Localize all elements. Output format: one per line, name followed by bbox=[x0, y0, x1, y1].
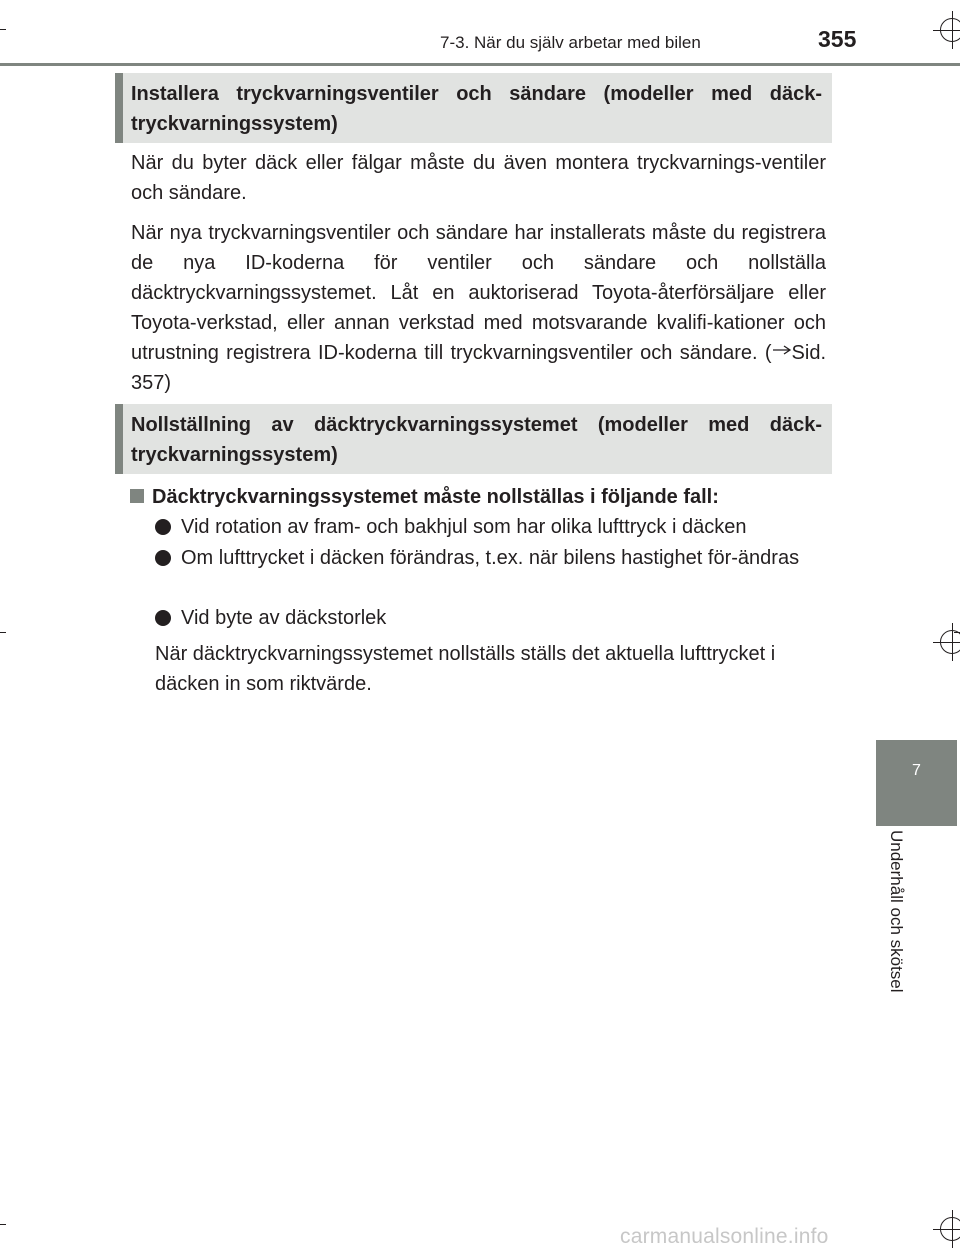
crop-mark bbox=[0, 632, 6, 633]
body-paragraph: När du byter däck eller fälgar måste du även montera tryckvarnings-ventiler och sändare. bbox=[131, 152, 826, 204]
bullet-dot-icon bbox=[155, 550, 171, 566]
watermark: carmanualsonline.info bbox=[620, 1225, 829, 1248]
paragraph-text: När nya tryckvarningsventiler och sändare har installerats måste du registrera de nya ID-koderna för ventiler och sändare och nollställa däcktryckvarningssystemet. Låt en auktoriserad Toyota-återförsäljare eller Toyota-verkstad, eller annan verkstad med motsvarande kvalifi-kationer och utrustning registrera ID-koderna till tryckvarningsventiler och sändare. ( bbox=[131, 222, 826, 364]
chapter-tab[interactable] bbox=[876, 740, 957, 826]
bullet-dot-icon bbox=[155, 610, 171, 626]
note-paragraph: När däcktryckvarningssystemet nollställs ställs det aktuella lufttrycket i däcken in som riktvärde. bbox=[155, 643, 776, 695]
crop-mark bbox=[0, 29, 6, 30]
list-item: Om lufttrycket i däcken förändras, t.ex. när bilens hastighet för-ändras bbox=[155, 543, 827, 573]
chapter-label: Underhåll och skötsel bbox=[887, 830, 906, 993]
crop-mark bbox=[0, 1224, 6, 1225]
list-item: Vid rotation av fram- och bakhjul som har olika lufttryck i däcken bbox=[155, 512, 827, 542]
bullet-dot-icon bbox=[155, 519, 171, 535]
square-bullet-icon bbox=[130, 489, 144, 503]
list-item: Vid byte av däckstorlek bbox=[155, 603, 827, 633]
header-divider bbox=[0, 63, 960, 66]
arrow-right-icon bbox=[772, 344, 792, 356]
section-heading-install: Installera tryckvarningsventiler och sändare (modeller med däck-tryckvarningssystem) bbox=[115, 73, 832, 143]
registration-mark-icon bbox=[940, 18, 960, 42]
page-number: 355 bbox=[818, 26, 857, 52]
body-paragraph bbox=[131, 218, 826, 398]
registration-mark-icon bbox=[940, 1217, 960, 1241]
registration-mark-icon bbox=[940, 630, 960, 654]
header-section-title: 7-3. När du själv arbetar med bilen bbox=[440, 33, 701, 52]
page-reference-link[interactable]: Sid. 357) bbox=[131, 342, 826, 394]
chapter-number: 7 bbox=[912, 762, 921, 779]
subheading-text: Däcktryckvarningssystemet måste nollställas i följande fall: bbox=[152, 486, 719, 508]
section-heading-reset: Nollställning av däcktryckvarningssystemet (modeller med däck-tryckvarningssystem) bbox=[115, 404, 832, 474]
subheading bbox=[130, 482, 719, 512]
